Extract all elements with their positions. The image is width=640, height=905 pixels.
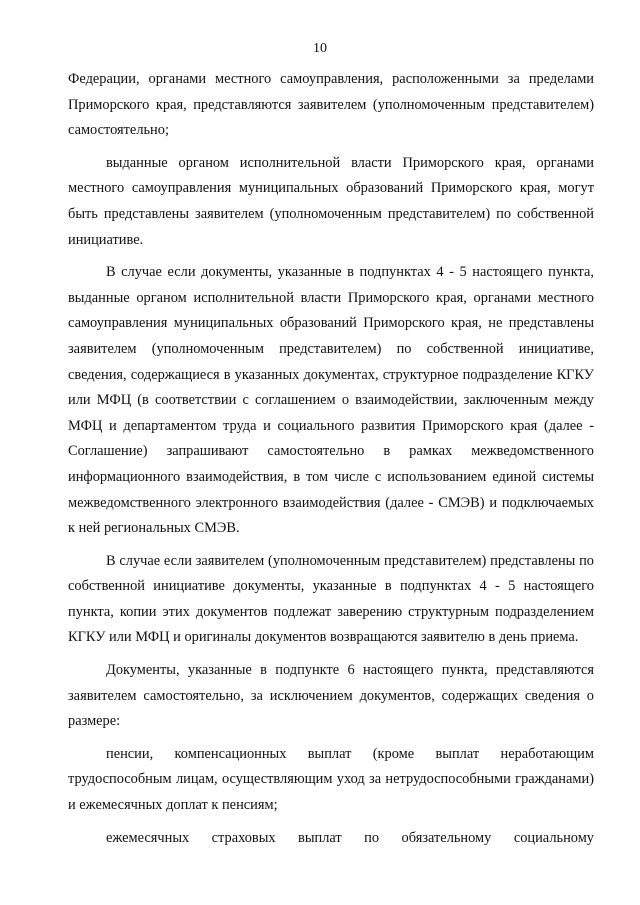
paragraph-issued-documents: выданные органом исполнительной власти Приморского края, органами местного самоуправления муниципальных образований Приморского края, могут быть представлены заявителем (уполномоченным представителем) по собственной инициативе. (68, 154, 594, 248)
paragraph-insurance-payments: ежемесячных страховых выплат по обязательному социальному (106, 829, 594, 846)
page-number: 10 (313, 41, 327, 56)
document-body (68, 67, 594, 851)
paragraph-pension-payments: пенсии, компенсационных выплат (кроме выплат неработающим трудоспособным лицам, осуществляющим уход за нетрудоспособными гражданами) и ежемесячных доплат к пенсиям; (68, 745, 594, 814)
paragraph-subpoint-6-documents: Документы, указанные в подпункте 6 настоящего пункта, представляются заявителем самостоятельно, за исключением документов, содержащих сведения о размере: (68, 662, 594, 730)
paragraph-continuation: Федерации, органами местного самоуправления, расположенными за пределами Приморского края, представляются заявителем (уполномоченным представителем) самостоятельно; (68, 71, 594, 139)
paragraph-copies-certification: В случае если заявителем (уполномоченным представителем) представлены по собственной инициативе документы, указанные в подпунктах 4 - 5 настоящего пункта, копии этих документов подлежат заверению структурным подразделением КГКУ или МФЦ и оригиналы документов возвращаются заявителю в день приема. (68, 552, 594, 646)
paragraph-interagency-request: В случае если документы, указанные в подпунктах 4 - 5 настоящего пункта, выданные органом исполнительной власти Приморского края, органами местного самоуправления муниципальных образований Приморского края, не представлены заявителем (уполномоченным представителем) по собственной инициативе, сведения, содержащиеся в указанных документах, структурное подразделение КГКУ или МФЦ (в соответствии с соглашением о взаимодействии, заключенным между МФЦ и департаментом труда и социального развития Приморского края (далее - Соглашение) запрашивают самостоятельно в рамках межведомственного информационного взаимодействия, в том числе с использованием единой системы межведомственного электронного взаимодействия (далее - СМЭВ) и подключаемых к ней региональных СМЭВ. (68, 264, 594, 537)
